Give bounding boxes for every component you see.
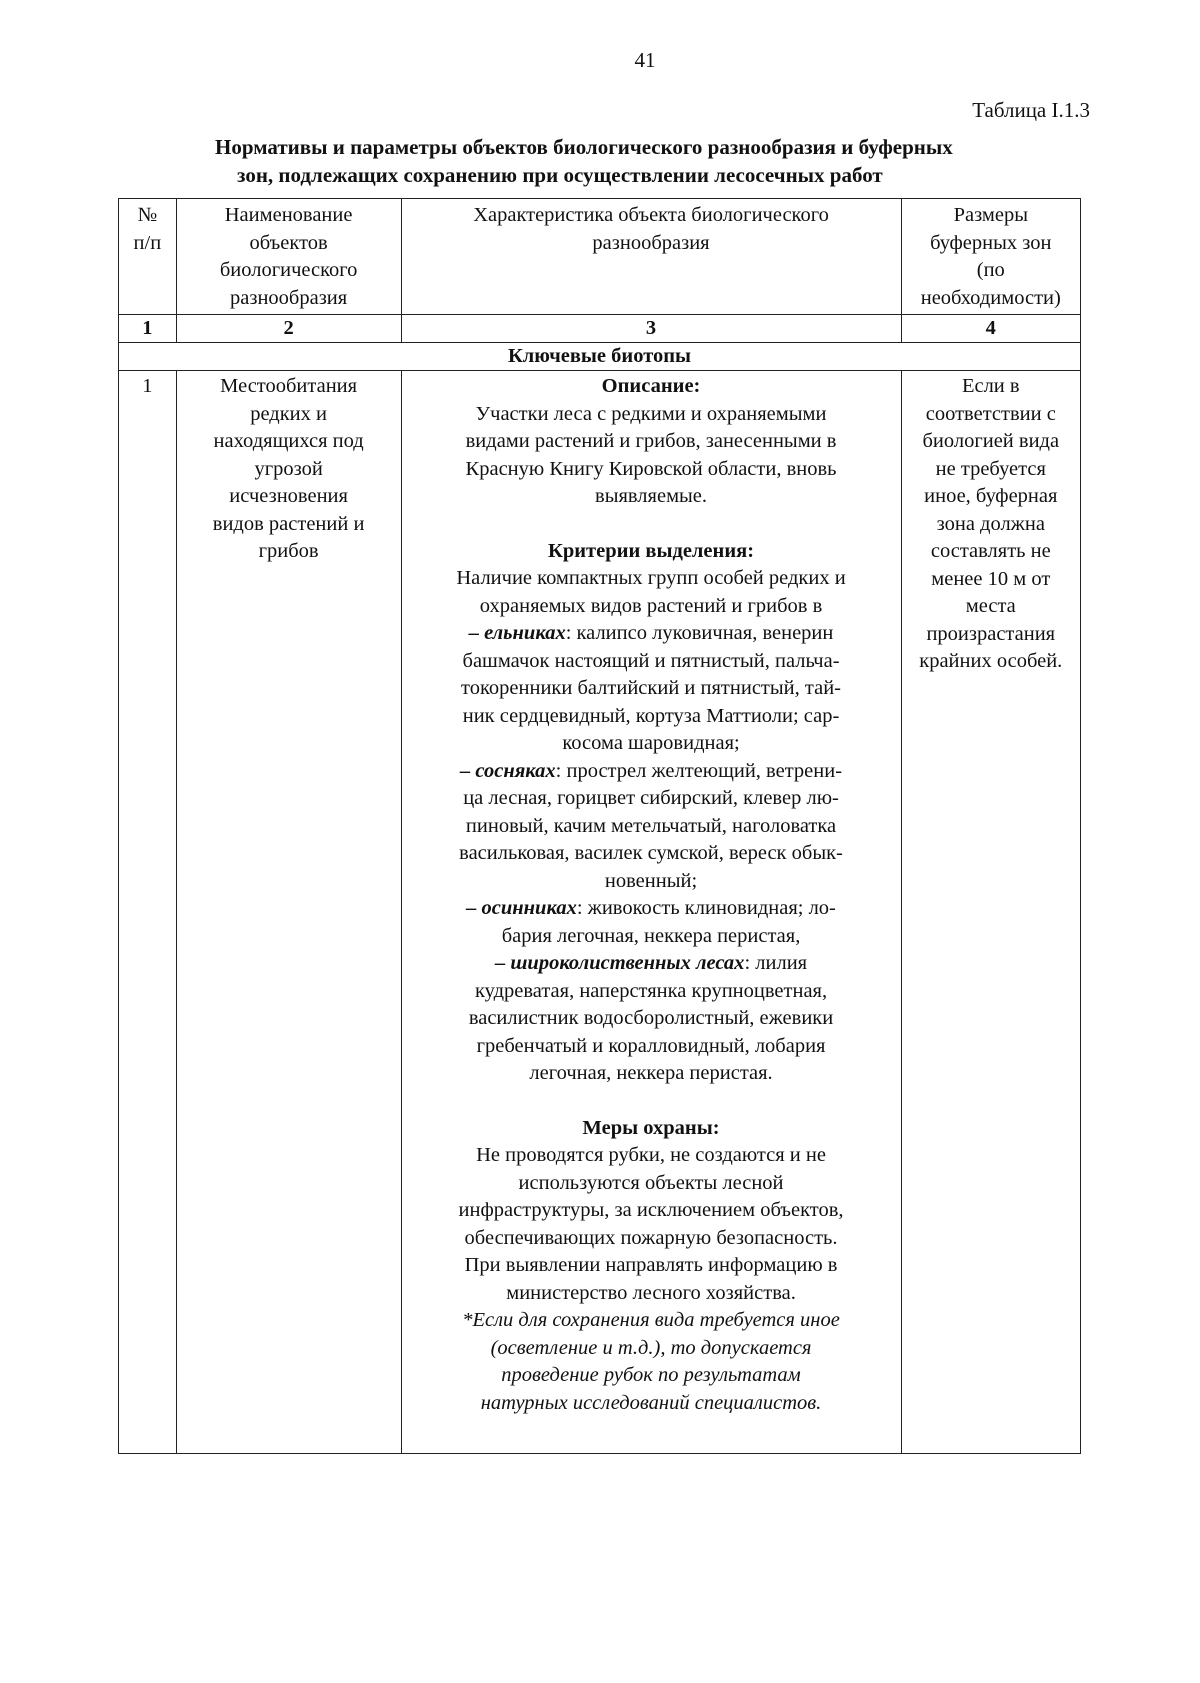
row-buffer-size — [901, 371, 1080, 1454]
spruce-label: – ельниках — [468, 622, 566, 644]
spruce-line: башмачок настоящий и пятнистый, пальча- — [462, 649, 840, 672]
measures-heading: Меры охраны: — [582, 1116, 720, 1139]
name-line: грибов — [258, 540, 319, 562]
header-name-line: объектов — [249, 231, 328, 254]
measures-line: Не проводятся рубки, не создаются и не — [476, 1144, 826, 1166]
header-buffer — [901, 199, 1080, 315]
header-name — [176, 199, 401, 315]
buffer-line: не требуется — [935, 457, 1046, 480]
document-title — [215, 133, 1095, 189]
buffer-line: зона должна — [936, 512, 1045, 535]
header-num-line: № — [137, 204, 158, 226]
criteria-pine — [406, 758, 897, 786]
criteria-heading: Критерии выделения: — [547, 539, 755, 562]
row-number: 1 — [119, 371, 177, 1454]
column-number-row — [119, 315, 1081, 343]
broadleaf-line: кудреватая, наперстянка крупноцветная, — [474, 979, 828, 1002]
header-num — [119, 199, 177, 315]
name-line: находящихся под — [213, 430, 364, 452]
row-characteristic — [401, 371, 901, 1454]
buffer-line: биологией вида — [922, 430, 1060, 452]
name-line: угрозой — [254, 457, 323, 480]
header-name-line: разнообразия — [230, 286, 348, 309]
criteria-line: Наличие компактных групп особей редких и — [456, 567, 846, 589]
column-number: 1 — [119, 315, 177, 343]
measures-line: используются объекты лесной — [518, 1171, 784, 1194]
column-number: 3 — [401, 315, 901, 343]
header-name-line: Наименование — [224, 204, 353, 226]
buffer-line: крайних особей. — [919, 650, 1063, 672]
biodiversity-table — [118, 198, 1081, 1454]
header-char-line: разнообразия — [592, 231, 710, 254]
section-title: Ключевые биотопы — [119, 343, 1081, 371]
buffer-line: Если в — [961, 375, 1020, 397]
criteria-aspen — [406, 895, 897, 923]
header-buffer-line: необходимости) — [920, 286, 1061, 309]
broadleaf-line: василистник водосборолистный, ежевики — [468, 1007, 834, 1029]
spruce-line: : калипсо луковичная, венерин — [565, 622, 834, 644]
description-line: Красную Книгу Кировской области, вновь — [465, 457, 837, 480]
note-line: проведение рубок по результатам — [501, 1364, 801, 1386]
name-line: Местообитания — [220, 375, 358, 397]
buffer-line: менее 10 м от — [931, 567, 1051, 590]
aspen-line: : живокость клиновидная; ло- — [576, 897, 836, 919]
pine-line: васильковая, василек сумской, вереск обык- — [459, 842, 843, 864]
criteria-broadleaf — [406, 950, 897, 978]
header-buffer-line: Размеры — [953, 204, 1028, 226]
buffer-line: соответствии с — [925, 402, 1056, 425]
spruce-line: токоренники балтийский и пятнистый, тай- — [461, 677, 841, 699]
measures-line: министерство лесного хозяйства. — [506, 1281, 796, 1304]
header-name-line: биологического — [219, 259, 358, 281]
header-num-line: п/п — [133, 231, 162, 254]
note-line: (осветление и т.д.), то допускается — [490, 1336, 812, 1359]
pine-line: : прострел желтеющий, ветрени- — [555, 759, 843, 782]
criteria-spruce — [406, 620, 897, 648]
buffer-line: иное, буферная — [924, 485, 1058, 507]
column-number: 4 — [901, 315, 1080, 343]
spruce-line: ник сердцевидный, кортуза Маттиоли; сар- — [462, 704, 840, 727]
aspen-label: – осинниках — [466, 897, 577, 919]
table-header-row — [119, 199, 1081, 315]
column-number: 2 — [176, 315, 401, 343]
buffer-line: произрастания — [926, 622, 1056, 645]
buffer-line: места — [965, 595, 1016, 617]
section-row — [119, 343, 1081, 371]
broadleaf-line: гребенчатый и коралловидный, лобария — [476, 1034, 826, 1057]
measures-line: инфраструктуры, за исключением объектов, — [458, 1199, 844, 1221]
description-line: Участки леса с редкими и охраняемыми — [475, 402, 827, 425]
row-object-name — [176, 371, 401, 1454]
title-line-2: зон, подлежащих сохранению при осуществлении лесосечных работ — [237, 163, 883, 187]
criteria-line: охраняемых видов растений и грибов в — [479, 594, 823, 617]
note-line: натурных исследований специалистов. — [480, 1391, 822, 1414]
measures-line: При выявлении направлять информацию в — [464, 1254, 838, 1276]
header-buffer-line: буферных зон — [930, 231, 1052, 254]
broadleaf-line: легочная, неккера перистая. — [529, 1062, 773, 1084]
aspen-line: бария легочная, неккера перистая, — [501, 924, 801, 947]
description-line: выявляемые. — [595, 485, 708, 507]
buffer-line: составлять не — [930, 540, 1051, 562]
table-row — [119, 371, 1081, 1454]
description-heading: Описание: — [601, 375, 701, 397]
pine-line: новенный; — [604, 869, 698, 892]
header-characteristic — [401, 199, 901, 315]
description-line: видами растений и грибов, занесенными в — [465, 430, 837, 452]
table-label: Таблица I.1.3 — [972, 98, 1090, 122]
pine-label: – сосняках — [460, 759, 556, 782]
title-line-1: Нормативы и параметры объектов биологического разнообразия и буферных — [215, 135, 953, 159]
broadleaf-label: – широколиственных лесах — [494, 952, 745, 974]
name-line: исчезновения — [229, 485, 348, 507]
name-line: видов растений и — [212, 512, 365, 535]
spruce-line: косома шаровидная; — [562, 732, 740, 754]
header-buffer-line: (по — [976, 259, 1005, 281]
name-line: редких и — [250, 402, 328, 425]
header-char-line: Характеристика объекта биологического — [473, 204, 829, 226]
note-line: *Если для сохранения вида требуется иное — [462, 1309, 840, 1331]
broadleaf-line: : лилия — [744, 952, 808, 974]
pine-line: пиновый, качим метельчатый, наголоватка — [465, 814, 837, 837]
measures-line: обеспечивающих пожарную безопасность. — [464, 1226, 838, 1249]
page-number: 41 — [634, 48, 656, 72]
pine-line: ца лесная, горицвет сибирский, клевер лю- — [463, 787, 839, 809]
